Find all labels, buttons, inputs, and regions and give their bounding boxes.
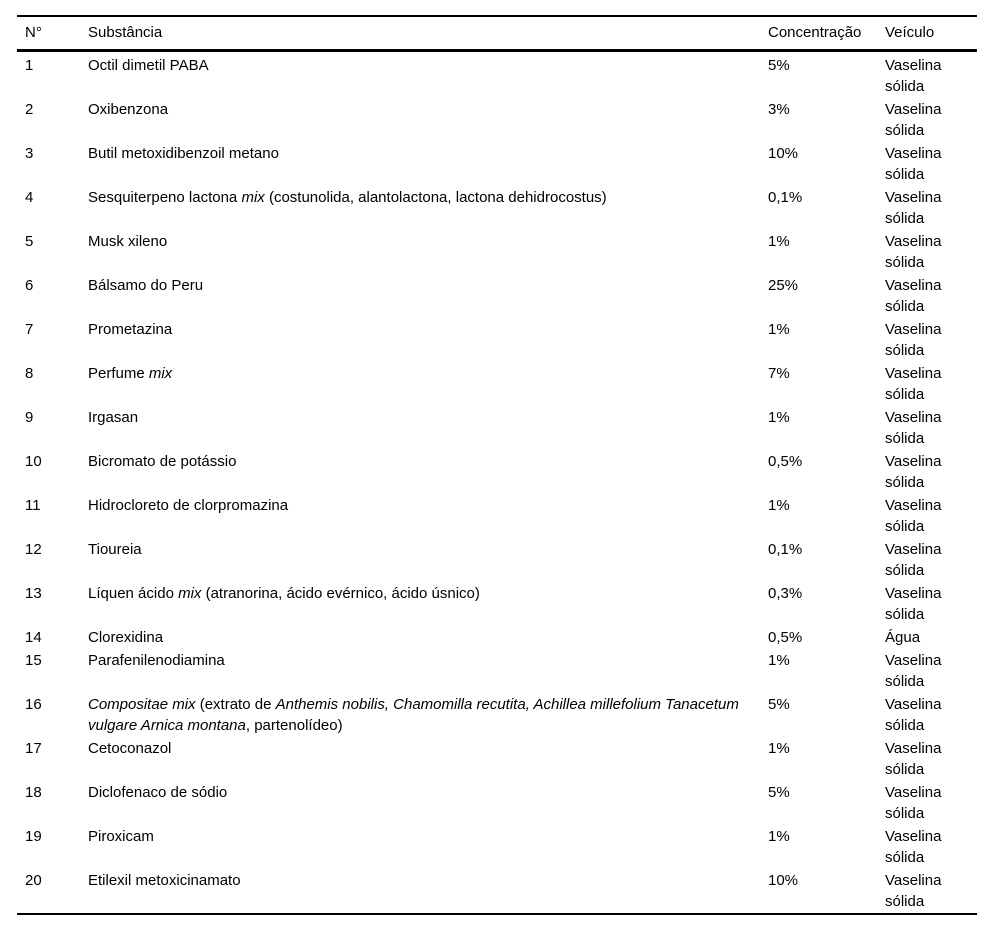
cell-substance bbox=[88, 538, 768, 582]
cell-vehicle: Vaselina sólida bbox=[885, 409, 942, 447]
table-row bbox=[17, 450, 977, 494]
substance-text-italic: mix bbox=[178, 585, 202, 602]
cell-vehicle: Vaselina sólida bbox=[885, 189, 942, 227]
table-row bbox=[17, 98, 977, 142]
substance-text: Bicromato de potássio bbox=[88, 453, 237, 470]
substance-text: Diclofenaco de sódio bbox=[88, 784, 228, 801]
cell-concentration: 5% bbox=[768, 784, 790, 801]
cell-concentration: 0,3% bbox=[768, 585, 803, 602]
table-row bbox=[17, 869, 977, 914]
substance-text: Musk xileno bbox=[88, 233, 168, 250]
cell-vehicle: Vaselina sólida bbox=[885, 585, 942, 623]
cell-vehicle: Vaselina sólida bbox=[885, 233, 942, 271]
cell-vehicle: Vaselina sólida bbox=[885, 784, 942, 822]
substance-text: Sesquiterpeno lactona bbox=[88, 189, 242, 206]
cell-number: 9 bbox=[25, 409, 34, 426]
cell-concentration: 1% bbox=[768, 740, 790, 757]
column-header-number: N° bbox=[17, 16, 88, 51]
cell-vehicle: Vaselina sólida bbox=[885, 101, 942, 139]
table-row bbox=[17, 538, 977, 582]
substance-text: Prometazina bbox=[88, 321, 173, 338]
cell-substance bbox=[88, 649, 768, 693]
cell-vehicle: Vaselina sólida bbox=[885, 365, 942, 403]
table-header-row bbox=[17, 16, 977, 51]
substance-text: Perfume bbox=[88, 365, 149, 382]
cell-substance bbox=[88, 51, 768, 99]
substances-table bbox=[17, 15, 977, 915]
substance-text: (extrato de bbox=[195, 696, 276, 713]
cell-number: 4 bbox=[25, 189, 34, 206]
substance-text: Tioureia bbox=[88, 541, 142, 558]
cell-substance bbox=[88, 230, 768, 274]
table-row bbox=[17, 362, 977, 406]
substance-text: (atranorina, ácido evérnico, ácido úsnico) bbox=[201, 585, 480, 602]
cell-number: 10 bbox=[25, 453, 42, 470]
table-row bbox=[17, 693, 977, 737]
cell-vehicle: Vaselina sólida bbox=[885, 828, 942, 866]
substance-text: Oxibenzona bbox=[88, 101, 169, 118]
cell-vehicle: Vaselina sólida bbox=[885, 696, 942, 734]
cell-number: 13 bbox=[25, 585, 42, 602]
cell-vehicle: Vaselina sólida bbox=[885, 541, 942, 579]
cell-concentration: 1% bbox=[768, 652, 790, 669]
table-row bbox=[17, 737, 977, 781]
substance-text-italic: mix bbox=[148, 365, 173, 382]
table-row bbox=[17, 781, 977, 825]
cell-concentration: 1% bbox=[768, 321, 790, 338]
cell-concentration: 25% bbox=[768, 277, 799, 294]
substance-text-italic: Anthemis nobilis, Chamomilla recutita, Achillea millefolium Tanacetum vulgare Arnica montana bbox=[88, 696, 739, 734]
cell-number: 3 bbox=[25, 145, 34, 162]
table-row bbox=[17, 230, 977, 274]
cell-substance bbox=[88, 450, 768, 494]
substance-text: Clorexidina bbox=[88, 629, 164, 646]
cell-number: 19 bbox=[25, 828, 42, 845]
column-header-vehicle: Veículo bbox=[885, 16, 977, 51]
table-row bbox=[17, 494, 977, 538]
cell-number: 11 bbox=[25, 497, 41, 514]
cell-concentration: 5% bbox=[768, 696, 790, 713]
substance-text: , partenolídeo) bbox=[245, 717, 343, 734]
cell-substance bbox=[88, 869, 768, 914]
cell-number: 5 bbox=[25, 233, 34, 250]
cell-vehicle: Água bbox=[885, 629, 921, 646]
cell-vehicle: Vaselina sólida bbox=[885, 321, 942, 359]
cell-substance bbox=[88, 186, 768, 230]
substance-text: Butil metoxidibenzoil metano bbox=[88, 145, 279, 162]
column-header-substance: Substância bbox=[88, 16, 768, 51]
table-row bbox=[17, 142, 977, 186]
substance-text: Parafenilenodiamina bbox=[88, 652, 225, 669]
cell-substance bbox=[88, 362, 768, 406]
cell-vehicle: Vaselina sólida bbox=[885, 497, 942, 535]
cell-number: 12 bbox=[25, 541, 42, 558]
table-header bbox=[17, 16, 977, 51]
table-row bbox=[17, 406, 977, 450]
cell-concentration: 1% bbox=[768, 233, 790, 250]
table-row bbox=[17, 51, 977, 99]
cell-concentration: 5% bbox=[768, 57, 790, 74]
table-row bbox=[17, 274, 977, 318]
cell-substance bbox=[88, 142, 768, 186]
cell-number: 1 bbox=[25, 57, 34, 74]
cell-substance bbox=[88, 582, 768, 626]
cell-number: 8 bbox=[25, 365, 34, 382]
cell-concentration: 10% bbox=[768, 872, 799, 889]
substance-text-italic: Compositae mix bbox=[88, 696, 196, 713]
cell-number: 2 bbox=[25, 101, 34, 118]
cell-concentration: 10% bbox=[768, 145, 799, 162]
table-row bbox=[17, 626, 977, 649]
substance-text: Etilexil metoxicinamato bbox=[88, 872, 241, 889]
column-header-concentration: Concentração bbox=[768, 16, 885, 51]
cell-substance bbox=[88, 626, 768, 649]
substance-text: Bálsamo do Peru bbox=[88, 277, 204, 294]
cell-number: 7 bbox=[25, 321, 34, 338]
table-row bbox=[17, 825, 977, 869]
table-row bbox=[17, 582, 977, 626]
cell-concentration: 0,1% bbox=[768, 189, 803, 206]
cell-number: 16 bbox=[25, 696, 42, 713]
cell-substance bbox=[88, 494, 768, 538]
substance-text-italic: mix bbox=[241, 189, 265, 206]
cell-concentration: 1% bbox=[768, 409, 790, 426]
cell-substance bbox=[88, 781, 768, 825]
table-body bbox=[17, 51, 977, 915]
cell-vehicle: Vaselina sólida bbox=[885, 872, 942, 910]
cell-substance bbox=[88, 318, 768, 362]
cell-concentration: 3% bbox=[768, 101, 790, 118]
cell-number: 18 bbox=[25, 784, 42, 801]
table-row bbox=[17, 318, 977, 362]
cell-number: 17 bbox=[25, 740, 42, 757]
cell-vehicle: Vaselina sólida bbox=[885, 652, 942, 690]
cell-concentration: 0,5% bbox=[768, 629, 803, 646]
cell-concentration: 1% bbox=[768, 497, 790, 514]
cell-vehicle: Vaselina sólida bbox=[885, 145, 942, 183]
cell-substance bbox=[88, 737, 768, 781]
substance-text: Irgasan bbox=[88, 409, 139, 426]
cell-number: 15 bbox=[25, 652, 42, 669]
substance-text: Octil dimetil PABA bbox=[88, 57, 209, 74]
substance-text: Cetoconazol bbox=[88, 740, 172, 757]
cell-vehicle: Vaselina sólida bbox=[885, 453, 942, 491]
cell-concentration: 0,5% bbox=[768, 453, 803, 470]
cell-number: 14 bbox=[25, 629, 42, 646]
table-row bbox=[17, 649, 977, 693]
substance-text: Hidrocloreto de clorpromazina bbox=[88, 497, 289, 514]
cell-substance bbox=[88, 406, 768, 450]
cell-vehicle: Vaselina sólida bbox=[885, 740, 942, 778]
substance-text: Líquen ácido bbox=[88, 585, 179, 602]
cell-concentration: 7% bbox=[768, 365, 790, 382]
table-row bbox=[17, 186, 977, 230]
substance-text: Piroxicam bbox=[88, 828, 154, 845]
substance-text: (costunolida, alantolactona, lactona dehidrocostus) bbox=[264, 189, 607, 206]
cell-number: 6 bbox=[25, 277, 34, 294]
cell-number: 20 bbox=[25, 872, 42, 889]
cell-substance bbox=[88, 693, 768, 737]
cell-concentration: 1% bbox=[768, 828, 790, 845]
cell-vehicle: Vaselina sólida bbox=[885, 57, 942, 95]
cell-substance bbox=[88, 274, 768, 318]
cell-concentration: 0,1% bbox=[768, 541, 803, 558]
cell-substance bbox=[88, 825, 768, 869]
cell-substance bbox=[88, 98, 768, 142]
cell-vehicle: Vaselina sólida bbox=[885, 277, 942, 315]
